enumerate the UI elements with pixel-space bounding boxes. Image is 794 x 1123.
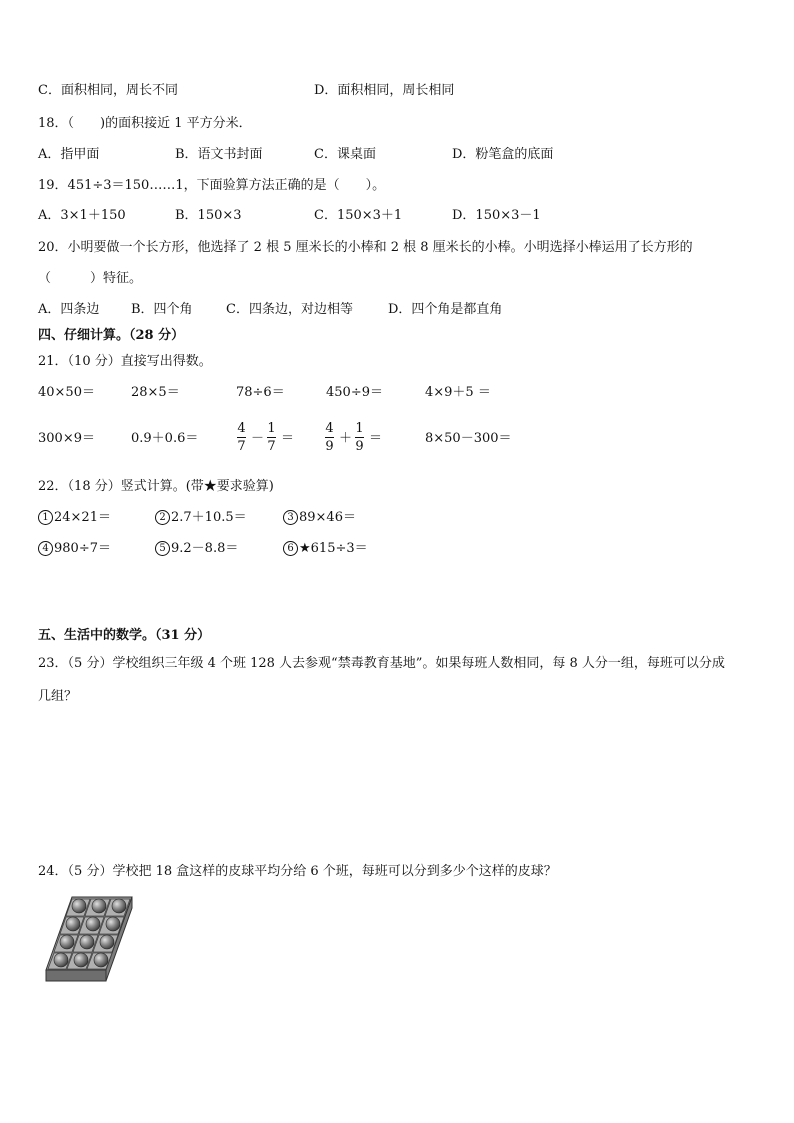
q22-expr: 2.7＋10.5＝ <box>171 510 247 525</box>
q21-item-5: 4×9＋5 ＝ <box>425 385 491 400</box>
q22-item-4 <box>38 541 111 557</box>
q20-stem-line1: 20．小明要做一个长方形，他选择了 2 根 5 厘米长的小棒和 2 根 8 厘米长的小棒。小明选择小棒运用了长方形的 <box>38 240 693 255</box>
denominator: 7 <box>237 439 246 454</box>
circled-number: 1 <box>38 510 53 525</box>
q20-option-c: C．四条边，对边相等 <box>226 302 353 317</box>
q22-item-2 <box>155 510 247 526</box>
q23-stem-line2: 几组？ <box>38 689 78 704</box>
circled-number: 6 <box>283 541 298 556</box>
circled-number: 4 <box>38 541 53 556</box>
q20-option-a: A．四条边 <box>38 302 100 317</box>
q19-option-b: B．150×3 <box>175 208 242 223</box>
q18-stem: 18．（ )的面积接近 1 平方分米． <box>38 116 252 131</box>
q21-item-6: 300×9＝ <box>38 431 95 446</box>
q21-frac2-operator: ＋ <box>339 431 353 446</box>
q22-expr: 9.2－8.8＝ <box>171 541 239 556</box>
q18-option-b: B．语文书封面 <box>175 147 263 162</box>
q22-expr: 980÷7＝ <box>54 541 111 556</box>
q22-item-6 <box>283 541 368 557</box>
denominator: 7 <box>267 439 276 454</box>
q23-stem-line1: 23．（5 分）学校组织三年级 4 个班 128 人去参观“禁毒教育基地”。如果每班人数相同，每 8 人分一组，每班可以分成 <box>38 656 725 671</box>
q19-option-a: A．3×1＋150 <box>38 208 126 223</box>
q19-option-c: C．150×3＋1 <box>314 208 403 223</box>
q21-item-3: 78÷6＝ <box>236 385 285 400</box>
q22-item-1 <box>38 510 111 526</box>
circled-number: 5 <box>155 541 170 556</box>
numerator: 1 <box>267 421 276 436</box>
q21-item-1: 40×50＝ <box>38 385 95 400</box>
section5-title: 五、生活中的数学。（31 分） <box>38 628 211 643</box>
q19-stem: 19．451÷3＝150……1，下面验算方法正确的是（ ）。 <box>38 178 386 193</box>
q21-stem: 21．（10 分）直接写出得数。 <box>38 354 212 369</box>
q18-option-a: A．指甲面 <box>38 147 100 162</box>
q21-item-4: 450÷9＝ <box>326 385 383 400</box>
denominator: 9 <box>355 439 364 454</box>
q20-option-b: B．四个角 <box>131 302 193 317</box>
ball-box-icon <box>44 894 136 984</box>
denominator: 9 <box>325 439 334 454</box>
fraction-bar <box>355 437 364 438</box>
section4-title: 四、仔细计算。（28 分） <box>38 328 185 343</box>
q21-item-7: 0.9＋0.6＝ <box>131 431 199 446</box>
q17-option-c: C．面积相同，周长不同 <box>38 83 178 98</box>
q18-option-c: C．课桌面 <box>314 147 376 162</box>
q21-frac2-right <box>355 421 364 454</box>
numerator: 4 <box>325 421 334 436</box>
q21-frac2-equals: ＝ <box>369 431 383 446</box>
numerator: 4 <box>237 421 246 436</box>
q21-frac1-operator: － <box>251 431 265 446</box>
fraction-bar <box>267 437 276 438</box>
q22-expr: 89×46＝ <box>299 510 356 525</box>
q22-stem: 22．（18 分）竖式计算。(带★要求验算) <box>38 479 274 494</box>
q17-option-d: D．面积相同，周长相同 <box>314 83 455 98</box>
q18-option-d: D．粉笔盒的底面 <box>452 147 554 162</box>
q19-option-d: D．150×3－1 <box>452 208 541 223</box>
q21-item-10: 8×50－300＝ <box>425 431 512 446</box>
circled-number: 3 <box>283 510 298 525</box>
q24-stem: 24．（5 分）学校把 18 盒这样的皮球平均分给 6 个班，每班可以分到多少个这样的皮球？ <box>38 864 557 879</box>
q22-item-5 <box>155 541 238 557</box>
q20-option-d: D．四个角是都直角 <box>388 302 503 317</box>
q20-stem-line2: （ ）特征。 <box>38 271 143 286</box>
q21-frac1-right <box>267 421 276 454</box>
q21-frac1-equals: ＝ <box>281 431 295 446</box>
fraction-bar <box>237 437 246 438</box>
q21-item-2: 28×5＝ <box>131 385 180 400</box>
q22-item-3 <box>283 510 356 526</box>
numerator: 1 <box>355 421 364 436</box>
fraction-bar <box>325 437 334 438</box>
q22-expr: 24×21＝ <box>54 510 111 525</box>
q21-frac2-left <box>325 421 334 454</box>
q21-frac1-left <box>237 421 246 454</box>
circled-number: 2 <box>155 510 170 525</box>
q22-expr: ★615÷3＝ <box>299 541 368 556</box>
